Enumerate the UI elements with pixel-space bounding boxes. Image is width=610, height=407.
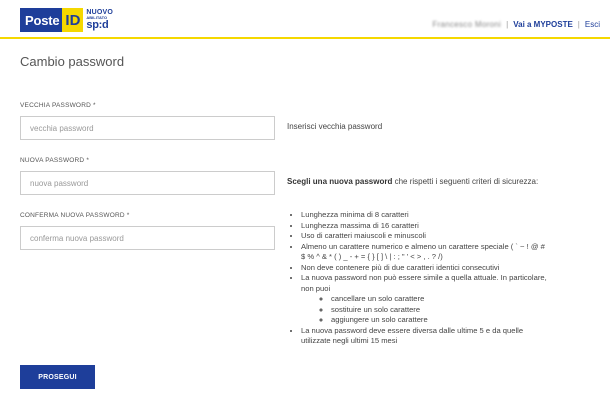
rule-item-text: La nuova password non può essere simile a quella attuale. In particolare, non puoi <box>301 273 547 293</box>
spid-abilitato: ABILITATO <box>86 15 108 20</box>
prosegui-button[interactable]: PROSEGUI <box>20 365 95 389</box>
password-rules <box>287 210 547 347</box>
criteria-intro <box>287 177 538 186</box>
old-password-label: VECCHIA PASSWORD * <box>20 102 96 109</box>
rule-item: • Non deve contenere più di due caratteri identici consecutivi <box>301 263 547 274</box>
top-nav <box>432 20 600 29</box>
subrule-item: ◦ aggiungere un solo carattere <box>331 315 547 326</box>
header-accent-bar <box>0 37 610 39</box>
rule-item: • Lunghezza minima di 8 caratteri <box>301 210 547 221</box>
rule-item: • Lunghezza massima di 16 caratteri <box>301 221 547 232</box>
rule-item: • La nuova password deve essere diversa dalle ultime 5 e da quelle utilizzate negli ultimi 15 mesi <box>301 326 547 347</box>
spid-badge <box>86 8 113 32</box>
subrule-item: ◦ sostituire un solo carattere <box>331 305 547 316</box>
nav-separator: | <box>577 20 580 29</box>
rule-item <box>301 273 547 326</box>
confirm-password-label: CONFERMA NUOVA PASSWORD * <box>20 212 130 219</box>
subrule-item: ◦ cancellare un solo carattere <box>331 294 547 305</box>
logo-poste-text: Poste <box>20 8 62 32</box>
rule-item: • Almeno un carattere numerico e almeno un carattere speciale ( ` ~ ! @ # $ % ^ & * ( ) _ - + = { } [ ] \ | : ; " ' < > , . ? /) <box>301 242 547 263</box>
myposte-link[interactable]: Vai a MYPOSTE <box>513 20 573 29</box>
criteria-intro-rest: che rispetti i seguenti criteri di sicurezza: <box>392 177 539 186</box>
posteid-spid-logo[interactable] <box>20 8 113 32</box>
new-password-label: NUOVA PASSWORD * <box>20 157 90 164</box>
header <box>0 0 610 38</box>
nav-separator: | <box>506 20 509 29</box>
spid-nuovo: NUOVO <box>86 9 114 16</box>
page-title: Cambio password <box>20 54 125 69</box>
old-password-input[interactable]: vecchia password <box>20 116 275 140</box>
logo-id-text: ID <box>62 8 83 32</box>
confirm-password-input[interactable]: conferma nuova password <box>20 226 275 250</box>
rule-item: • Uso di caratteri maiuscoli e minuscoli <box>301 231 547 242</box>
user-name[interactable]: Francesco Moroni <box>432 20 502 29</box>
criteria-intro-bold: Scegli una nuova password <box>287 177 393 186</box>
spid-wordmark: sp:d <box>86 19 109 31</box>
old-password-hint: Inserisci vecchia password <box>287 122 383 131</box>
logout-link[interactable]: Esci <box>584 20 600 29</box>
new-password-input[interactable]: nuova password <box>20 171 275 195</box>
